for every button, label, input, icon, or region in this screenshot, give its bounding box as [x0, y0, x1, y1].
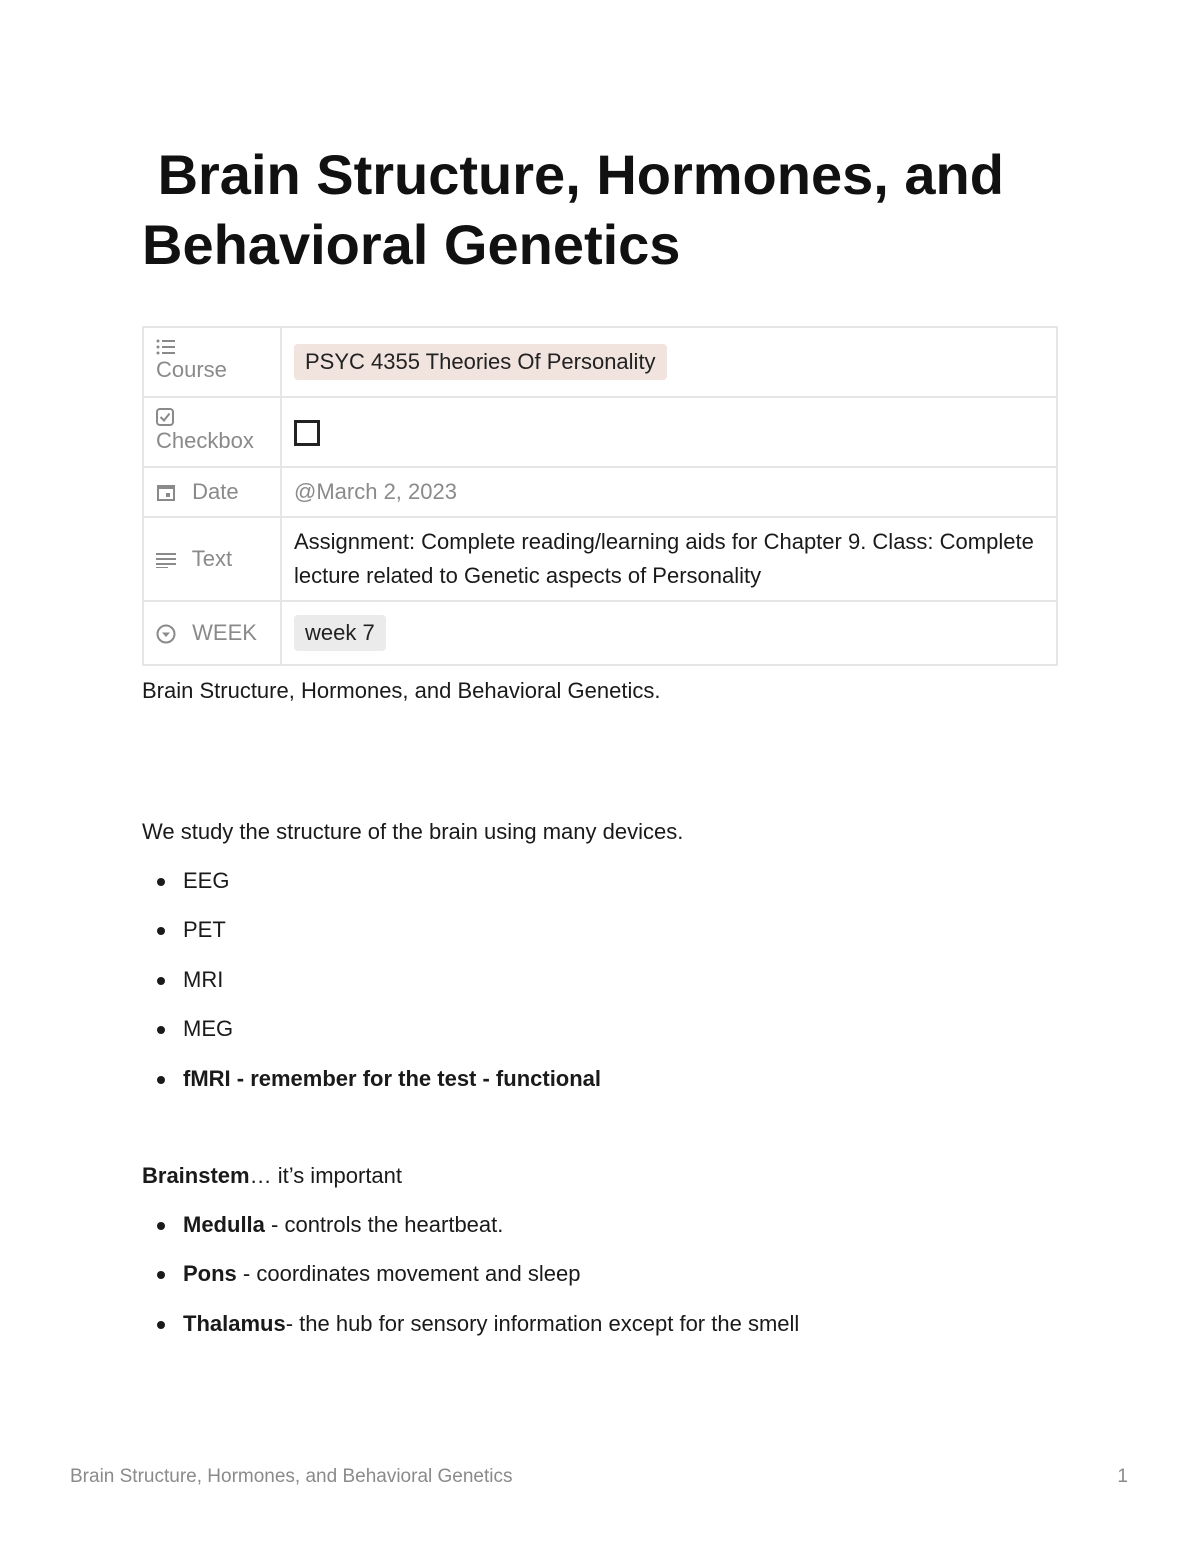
property-label: Text: [191, 546, 233, 571]
property-row-course: [143, 327, 1057, 397]
property-name-text: [143, 517, 281, 601]
list-item: [142, 1259, 799, 1308]
property-name-course: [143, 327, 281, 397]
property-name-date: [143, 467, 281, 517]
property-name-week: [143, 601, 281, 665]
devices-intro: We study the structure of the brain using many devices.: [142, 819, 684, 844]
brainstem-rest: … it’s important: [249, 1163, 403, 1188]
week-tag[interactable]: week 7: [294, 615, 386, 651]
property-label: Course: [156, 357, 227, 382]
checkbox-control[interactable]: [294, 420, 320, 446]
term: Pons: [183, 1261, 237, 1287]
list-item: [142, 1210, 799, 1259]
course-tag[interactable]: PSYC 4355 Theories Of Personality: [294, 344, 667, 380]
list-item: EEG: [142, 866, 601, 915]
footer-page-number: 1: [1117, 1466, 1128, 1487]
list-item: fMRI - remember for the test - functional: [142, 1064, 601, 1113]
page-title: Brain Structure, Hormones, and Behavioral Genetics: [142, 143, 1004, 276]
property-label: Date: [192, 479, 239, 504]
property-row-checkbox: [143, 397, 1057, 467]
list-item: MEG: [142, 1014, 601, 1063]
property-row-text: [143, 517, 1057, 601]
property-value-course[interactable]: [281, 327, 1057, 397]
brainstem-bold: Brainstem: [142, 1163, 250, 1188]
property-value-text[interactable]: Assignment: Complete reading/learning aids for Chapter 9. Class: Complete lecture related to Genetic aspects of Personality: [281, 517, 1057, 601]
property-row-date: [143, 467, 1057, 517]
text-lines-icon: [156, 552, 176, 568]
brainstem-heading: [142, 1161, 402, 1191]
property-value-week[interactable]: [281, 601, 1057, 665]
property-value-date[interactable]: [281, 467, 1057, 517]
definition: - controls the heartbeat.: [264, 1212, 504, 1237]
devices-list: [142, 866, 601, 1113]
term: Thalamus: [183, 1310, 286, 1336]
property-label: WEEK: [192, 620, 257, 645]
checkbox-icon: [156, 408, 174, 426]
properties-table: [142, 326, 1058, 666]
definition: - coordinates movement and sleep: [236, 1261, 581, 1287]
select-circle-icon: [156, 624, 176, 644]
property-label: Checkbox: [156, 428, 254, 453]
definition: - the hub for sensory information except for the smell: [285, 1310, 800, 1336]
property-name-checkbox: [143, 397, 281, 467]
brainstem-list: [142, 1210, 799, 1358]
list-item: MRI: [142, 965, 601, 1014]
intro-paragraph: Brain Structure, Hormones, and Behavioral Genetics.: [142, 678, 661, 703]
term: Medulla: [183, 1212, 265, 1237]
footer-title: Brain Structure, Hormones, and Behavioral Genetics: [70, 1466, 513, 1487]
list-icon: [156, 339, 176, 355]
property-value-checkbox: [281, 397, 1057, 467]
list-item: [142, 1309, 799, 1358]
calendar-icon: [156, 484, 176, 502]
property-row-week: [143, 601, 1057, 665]
list-item: PET: [142, 915, 601, 964]
date-value[interactable]: @March 2, 2023: [294, 479, 457, 504]
